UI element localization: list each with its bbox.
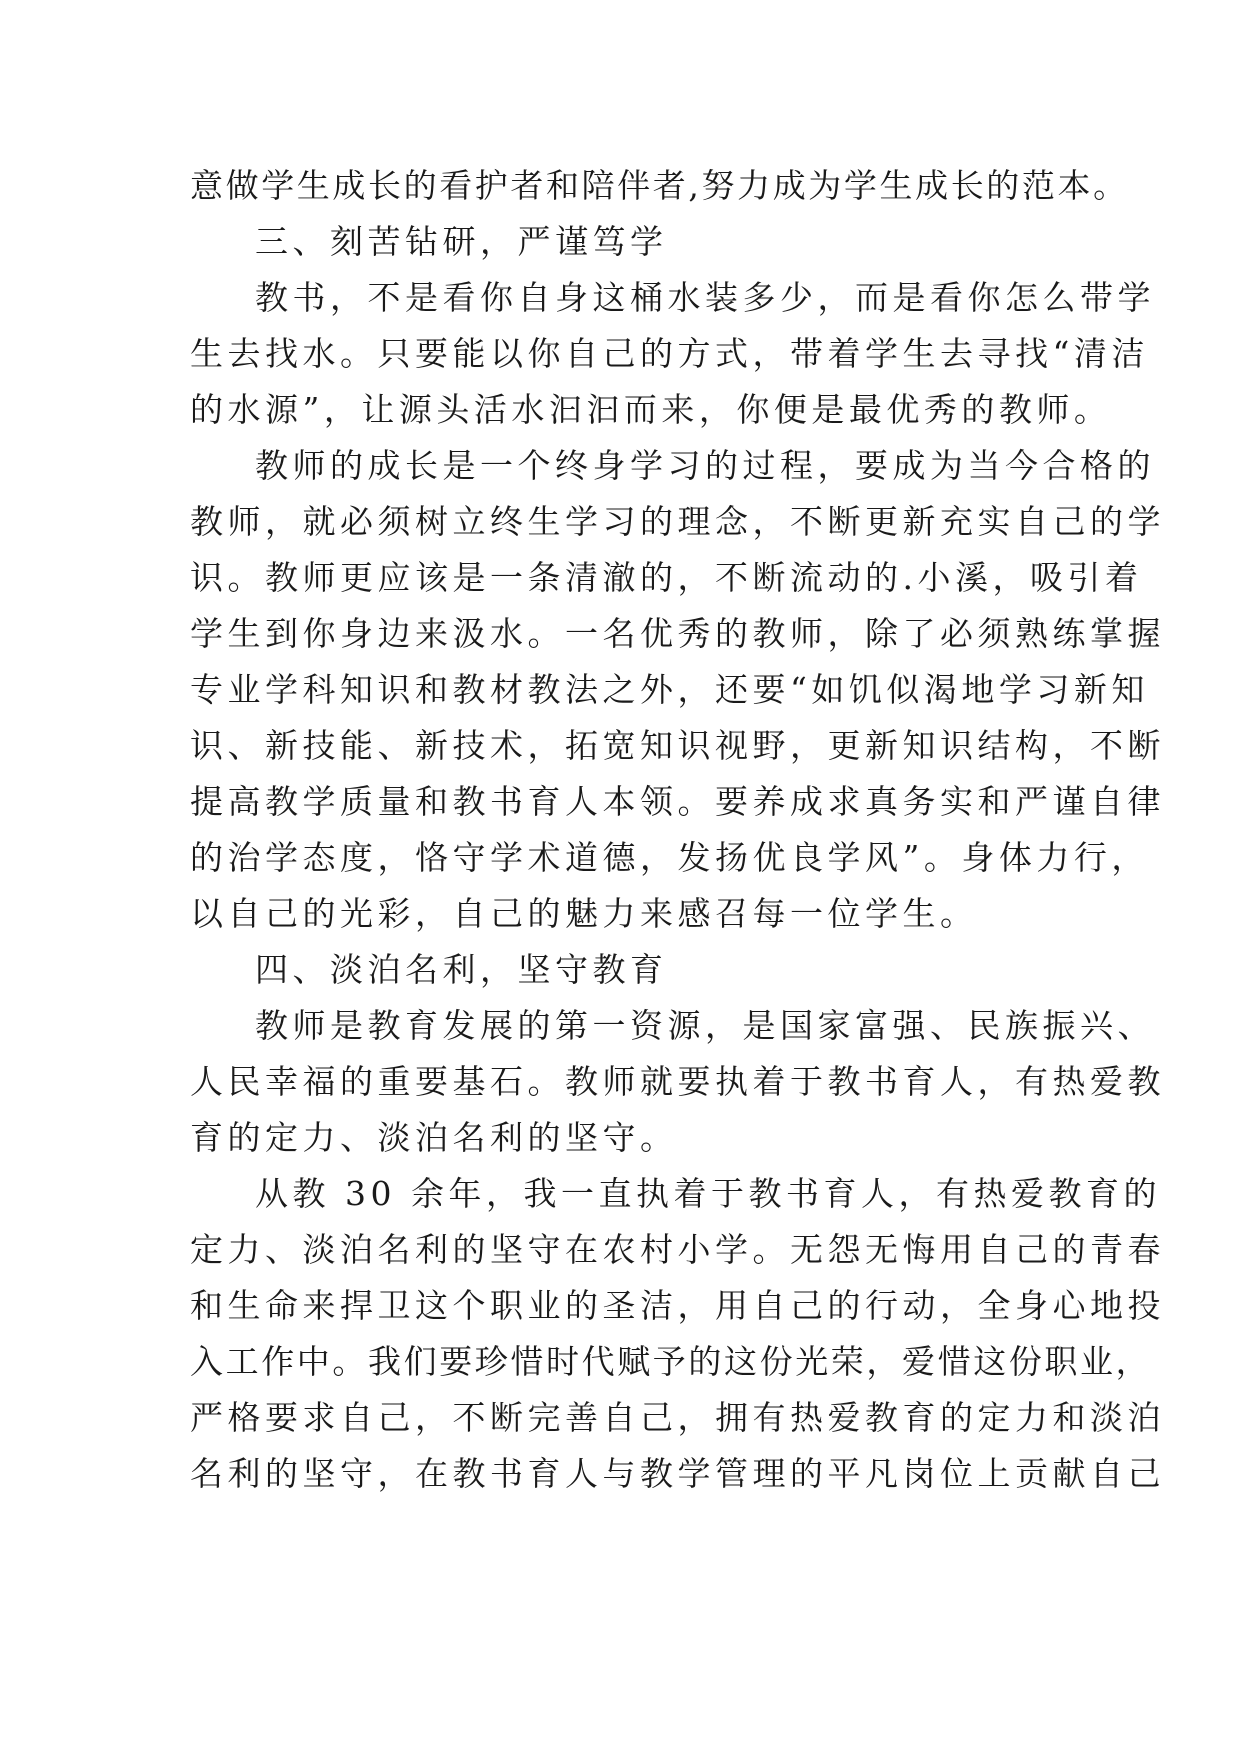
paragraph-line: 教师的成长是一个终身学习的过程，要成为当今合格的 <box>255 446 1155 485</box>
paragraph-line: 以自己的光彩，自己的魅力来感召每一位学生。 <box>190 894 978 933</box>
paragraph-line: 和生命来捍卫这个职业的圣洁，用自己的行动，全身心地投 <box>190 1286 1165 1325</box>
paragraph-line: 定力、淡泊名利的坚守在农村小学。无怨无悔用自己的青春 <box>190 1230 1165 1269</box>
paragraph-line: 提高教学质量和教书育人本领。要养成求真务实和严谨自律 <box>190 782 1165 821</box>
paragraph-line: 的治学态度，恪守学术道德，发扬优良学风”。身体力行， <box>190 838 1149 877</box>
paragraph-line: 教师是教育发展的第一资源，是国家富强、民族振兴、 <box>255 1006 1155 1045</box>
paragraph-line: 名利的坚守，在教书育人与教学管理的平凡岗位上贡献自己 <box>190 1454 1165 1493</box>
paragraph-line: 识、新技能、新技术，拓宽知识视野，更新知识结构，不断 <box>190 726 1165 765</box>
paragraph-line: 教书，不是看你自身这桶水装多少，而是看你怎么带学 <box>255 278 1155 317</box>
paragraph-line: 严格要求自己，不断完善自己，拥有热爱教育的定力和淡泊 <box>190 1398 1165 1437</box>
paragraph-line: 人民幸福的重要基石。教师就要执着于教书育人，有热爱教 <box>190 1062 1165 1101</box>
paragraph-line: 意做学生成长的看护者和陪伴者,努力成为学生成长的范本。 <box>190 166 1129 205</box>
paragraph-line: 生去找水。只要能以你自己的方式，带着学生去寻找“清洁 <box>190 334 1149 373</box>
section-heading: 三、刻苦钻研，严谨笃学 <box>255 222 668 261</box>
paragraph-line: 专业学科知识和教材教法之外，还要“如饥似渴地学习新知 <box>190 670 1149 709</box>
paragraph-line: 教师，就必须树立终生学习的理念，不断更新充实自己的学 <box>190 502 1165 541</box>
paragraph-line: 的水源”，让源头活水汩汩而来，你便是最优秀的教师。 <box>190 390 1112 429</box>
paragraph-line: 育的定力、淡泊名利的坚守。 <box>190 1118 678 1157</box>
section-heading: 四、淡泊名利，坚守教育 <box>255 950 668 989</box>
paragraph-line: 学生到你身边来汲水。一名优秀的教师，除了必须熟练掌握 <box>190 614 1165 653</box>
paragraph-line: 识。教师更应该是一条清澈的，不断流动的.小溪，吸引着 <box>190 558 1143 597</box>
paragraph-line: 从教 30 余年，我一直执着于教书育人，有热爱教育的 <box>255 1174 1161 1213</box>
paragraph-line: 入工作中。我们要珍惜时代赋予的这份光荣，爱惜这份职业， <box>190 1342 1152 1381</box>
